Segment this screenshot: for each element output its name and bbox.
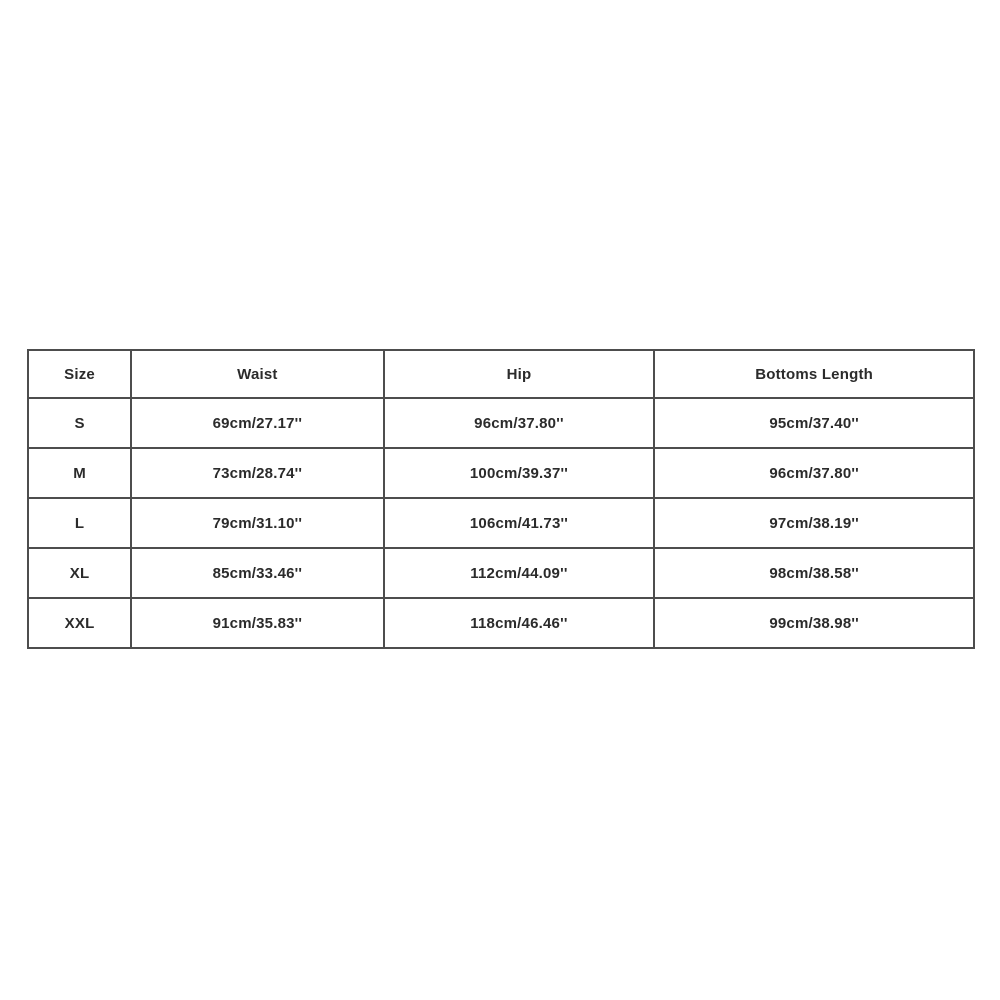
bottoms-length-value: 99cm/38.98'' [654,598,974,648]
bottoms-length-value: 95cm/37.40'' [654,398,974,448]
size-label: XXL [28,598,131,648]
size-chart-container [27,349,975,649]
table-row-s [28,398,974,448]
size-label: L [28,498,131,548]
bottoms-length-value: 98cm/38.58'' [654,548,974,598]
waist-value: 85cm/33.46'' [131,548,384,598]
size-label: S [28,398,131,448]
header-row [28,350,974,398]
hip-value: 118cm/46.46'' [384,598,655,648]
hip-value: 96cm/37.80'' [384,398,655,448]
table-row-xl [28,548,974,598]
size-label: M [28,448,131,498]
size-label: XL [28,548,131,598]
hip-value: 112cm/44.09'' [384,548,655,598]
waist-value: 91cm/35.83'' [131,598,384,648]
bottoms-length-value: 96cm/37.80'' [654,448,974,498]
waist-value: 69cm/27.17'' [131,398,384,448]
bottoms-length-value: 97cm/38.19'' [654,498,974,548]
table-row-xxl [28,598,974,648]
hip-value: 106cm/41.73'' [384,498,655,548]
hip-value: 100cm/39.37'' [384,448,655,498]
column-header-size: Size [28,350,131,398]
waist-value: 73cm/28.74'' [131,448,384,498]
column-header-waist: Waist [131,350,384,398]
column-header-bottoms-length: Bottoms Length [654,350,974,398]
table-row-m [28,448,974,498]
waist-value: 79cm/31.10'' [131,498,384,548]
table-row-l [28,498,974,548]
size-chart-table [27,349,975,649]
column-header-hip: Hip [384,350,655,398]
